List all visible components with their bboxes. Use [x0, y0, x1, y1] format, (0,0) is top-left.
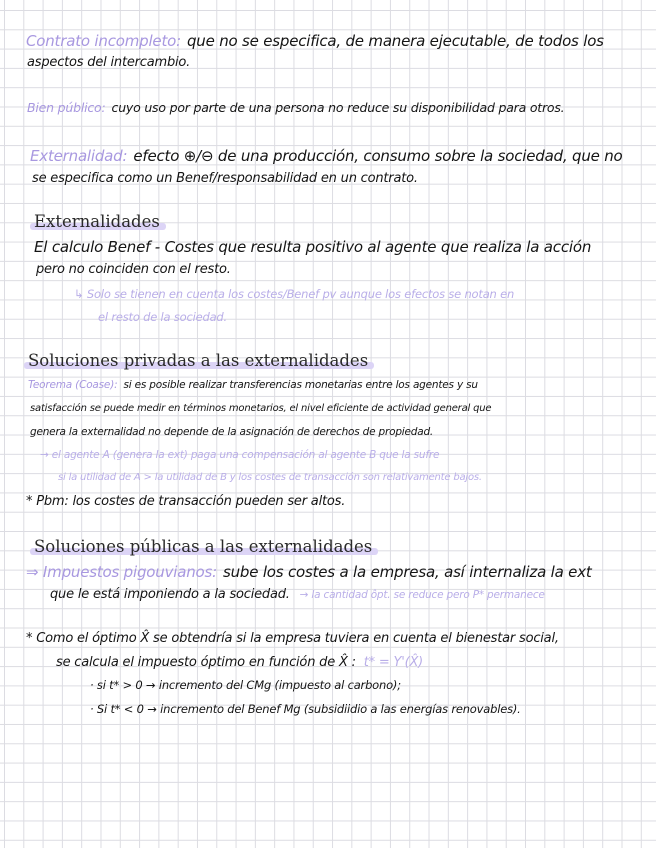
- pigou-text2: que le está imponiendo a la sociedad.: [50, 587, 290, 602]
- term-impuestos-pigouvianos: ⇒ Impuestos pigouvianos:: [26, 563, 217, 581]
- heading-soluciones-privadas: Soluciones privadas a las externalidades: [28, 351, 368, 370]
- def-bien-publico: [27, 100, 564, 115]
- pigou-text1: sube los costes a la empresa, así internaliza la ext: [222, 563, 592, 581]
- heading-externalidades: Externalidades: [34, 212, 160, 231]
- pigou-line2: [50, 587, 545, 602]
- optimo-case2: · Si t* < 0 → incremento del Benef Mg (subsidiidio a las energías renovables).: [90, 702, 521, 716]
- term-contrato: Contrato incompleto:: [26, 32, 181, 50]
- optimo-text2: se calcula el impuesto óptimo en función de X̂ :: [56, 655, 356, 670]
- pigou-note: → la cantidad ôpt. se reduce pero P* permanece: [299, 589, 545, 601]
- coase-line3: genera la externalidad no depende de la asignación de derechos de propiedad.: [30, 426, 434, 438]
- coase-text1: si es posible realizar transferencias monetarias entre los agentes y su: [123, 379, 478, 391]
- optimo-line1: * Como el óptimo X̂ se obtendría si la empresa tuviera en cuenta el bienestar social,: [26, 631, 559, 646]
- externalidades-note1: ↳ Solo se tienen en cuenta los costes/Benef pv aunque los efectos se notan en: [74, 287, 515, 301]
- pigou-line1: [26, 563, 592, 581]
- coase-example1: → el agente A (genera la ext) paga una compensación al agente B que la sufre: [40, 449, 440, 461]
- externalidades-line1: El calculo Benef - Costes que resulta positivo al agente que realiza la acción: [34, 238, 592, 256]
- optimo-line2: [56, 655, 423, 670]
- coase-example2: si la utilidad de A > la utilidad de B y los costes de transacción son relativamente bajos.: [58, 472, 482, 483]
- term-externalidad: Externalidad:: [30, 147, 128, 165]
- def-externalidad-line2: se especifica como un Benef/responsabilidad en un contrato.: [32, 171, 418, 186]
- coase-line2: satisfacción se puede medir en términos monetarios, el nivel eficiente de actividad general que: [30, 403, 492, 414]
- def-bien-publico-text: cuyo uso por parte de una persona no reduce su disponibilidad para otros.: [111, 100, 565, 115]
- def-externalidad-text1: efecto ⊕/⊖ de una producción, consumo sobre la sociedad, que no: [133, 147, 623, 165]
- externalidades-line2: pero no coinciden con el resto.: [36, 262, 231, 277]
- coase-problem: * Pbm: los costes de transacción pueden ser altos.: [26, 494, 346, 509]
- def-contrato-line1: [26, 32, 604, 50]
- term-coase: Teorema (Coase):: [28, 379, 118, 391]
- def-contrato-text1: que no se especifica, de manera ejecutable, de todos los: [186, 32, 604, 50]
- externalidades-note2: el resto de la sociedad.: [98, 310, 227, 324]
- heading-soluciones-publicas: Soluciones públicas a las externalidades: [34, 537, 372, 556]
- coase-line1: [28, 379, 478, 391]
- def-externalidad-line1: [30, 147, 623, 165]
- optimo-formula: t* = Y'(X̂): [363, 655, 424, 670]
- def-contrato-line2: aspectos del intercambio.: [27, 55, 191, 70]
- term-bien-publico: Bien público:: [27, 100, 106, 115]
- optimo-case1: · si t* > 0 → incremento del CMg (impuesto al carbono);: [90, 678, 401, 692]
